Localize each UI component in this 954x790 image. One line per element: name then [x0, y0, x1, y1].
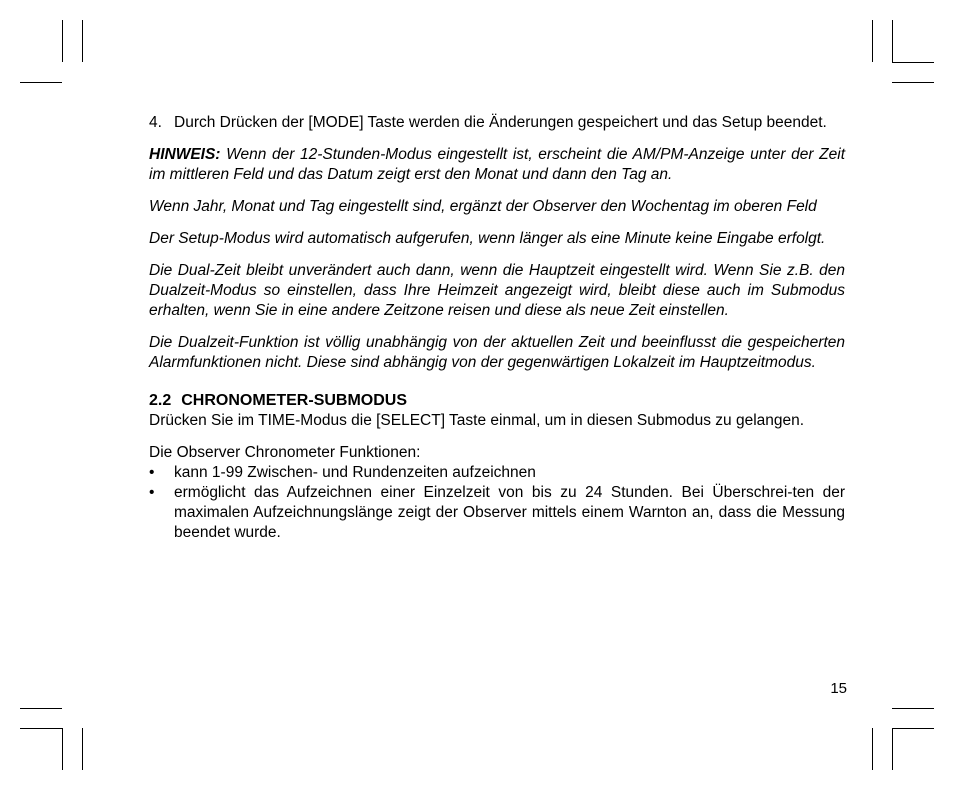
- page-number: 15: [830, 680, 847, 697]
- list-intro: Die Observer Chronometer Funktionen:: [149, 444, 421, 461]
- bullet-icon: •: [149, 464, 155, 481]
- note-paragraph: Der Setup-Modus wird automatisch aufgerufen, wenn länger als eine Minute keine Eingabe erfolgt.: [149, 230, 826, 247]
- list-item-text: ermöglicht das Aufzeichnen einer Einzelzeit von bis zu 24 Stunden. Bei Überschrei-ten der maximalen Aufzeichnungslänge zeigt der Observer mittels einem Warnton an, dass die Messung beendet wurde.: [174, 484, 845, 541]
- crop-mark: [20, 708, 62, 709]
- list-item: [149, 483, 845, 543]
- section-heading: [149, 391, 845, 411]
- bullet-icon: •: [149, 484, 155, 501]
- feature-list: [149, 463, 845, 543]
- hinweis-note: [149, 145, 845, 185]
- crop-mark: [892, 20, 893, 62]
- note-paragraph: Wenn Jahr, Monat und Tag eingestellt sind, ergänzt der Observer den Wochentag im oberen Feld: [149, 198, 817, 215]
- section-intro: Drücken Sie im TIME-Modus die [SELECT] Taste einmal, um in diesen Submodus zu gelangen.: [149, 412, 805, 429]
- step-text: Durch Drücken der [MODE] Taste werden die Änderungen gespeichert und das Setup beendet.: [174, 114, 827, 131]
- crop-mark: [20, 82, 62, 83]
- hinweis-label: HINWEIS:: [149, 146, 221, 163]
- crop-mark: [872, 20, 873, 62]
- crop-mark: [892, 708, 934, 709]
- numbered-step: [149, 113, 845, 133]
- crop-mark: [892, 82, 934, 83]
- crop-mark: [892, 62, 934, 63]
- crop-mark: [82, 20, 83, 62]
- hinweis-text: Wenn der 12-Stunden-Modus eingestellt ist, erscheint die AM/PM-Anzeige unter der Zeit im mittleren Feld und das Datum zeigt erst den Monat und dann den Tag an.: [149, 146, 845, 183]
- crop-mark: [892, 728, 893, 770]
- list-item-text: kann 1-99 Zwischen- und Rundenzeiten aufzeichnen: [174, 464, 536, 481]
- crop-mark: [872, 728, 873, 770]
- step-number: 4.: [149, 114, 162, 131]
- section-title: CHRONOMETER-SUBMODUS: [181, 392, 408, 409]
- crop-mark: [62, 728, 63, 770]
- crop-mark: [892, 728, 934, 729]
- crop-mark: [62, 20, 63, 62]
- section-number: 2.2: [149, 392, 172, 409]
- note-paragraph: Die Dualzeit-Funktion ist völlig unabhängig von der aktuellen Zeit und beeinflusst die gespeicherten Alarmfunktionen nicht. Diese sind abhängig von der gegenwärtigen Lokalzeit im Hauptzeitmodus.: [149, 334, 845, 371]
- crop-mark: [20, 728, 62, 729]
- page-content: [149, 113, 845, 543]
- list-item: [149, 463, 845, 483]
- note-paragraph: Die Dual-Zeit bleibt unverändert auch dann, wenn die Hauptzeit eingestellt wird. Wenn Sie z.B. den Dualzeit-Modus so einstellen, dass Ihre Heimzeit angezeigt wird, bleibt diese auch im Submodus erhalten, wenn Sie in eine andere Zeitzone reisen und diese als neue Zeit einstellen.: [149, 262, 845, 319]
- crop-mark: [82, 728, 83, 770]
